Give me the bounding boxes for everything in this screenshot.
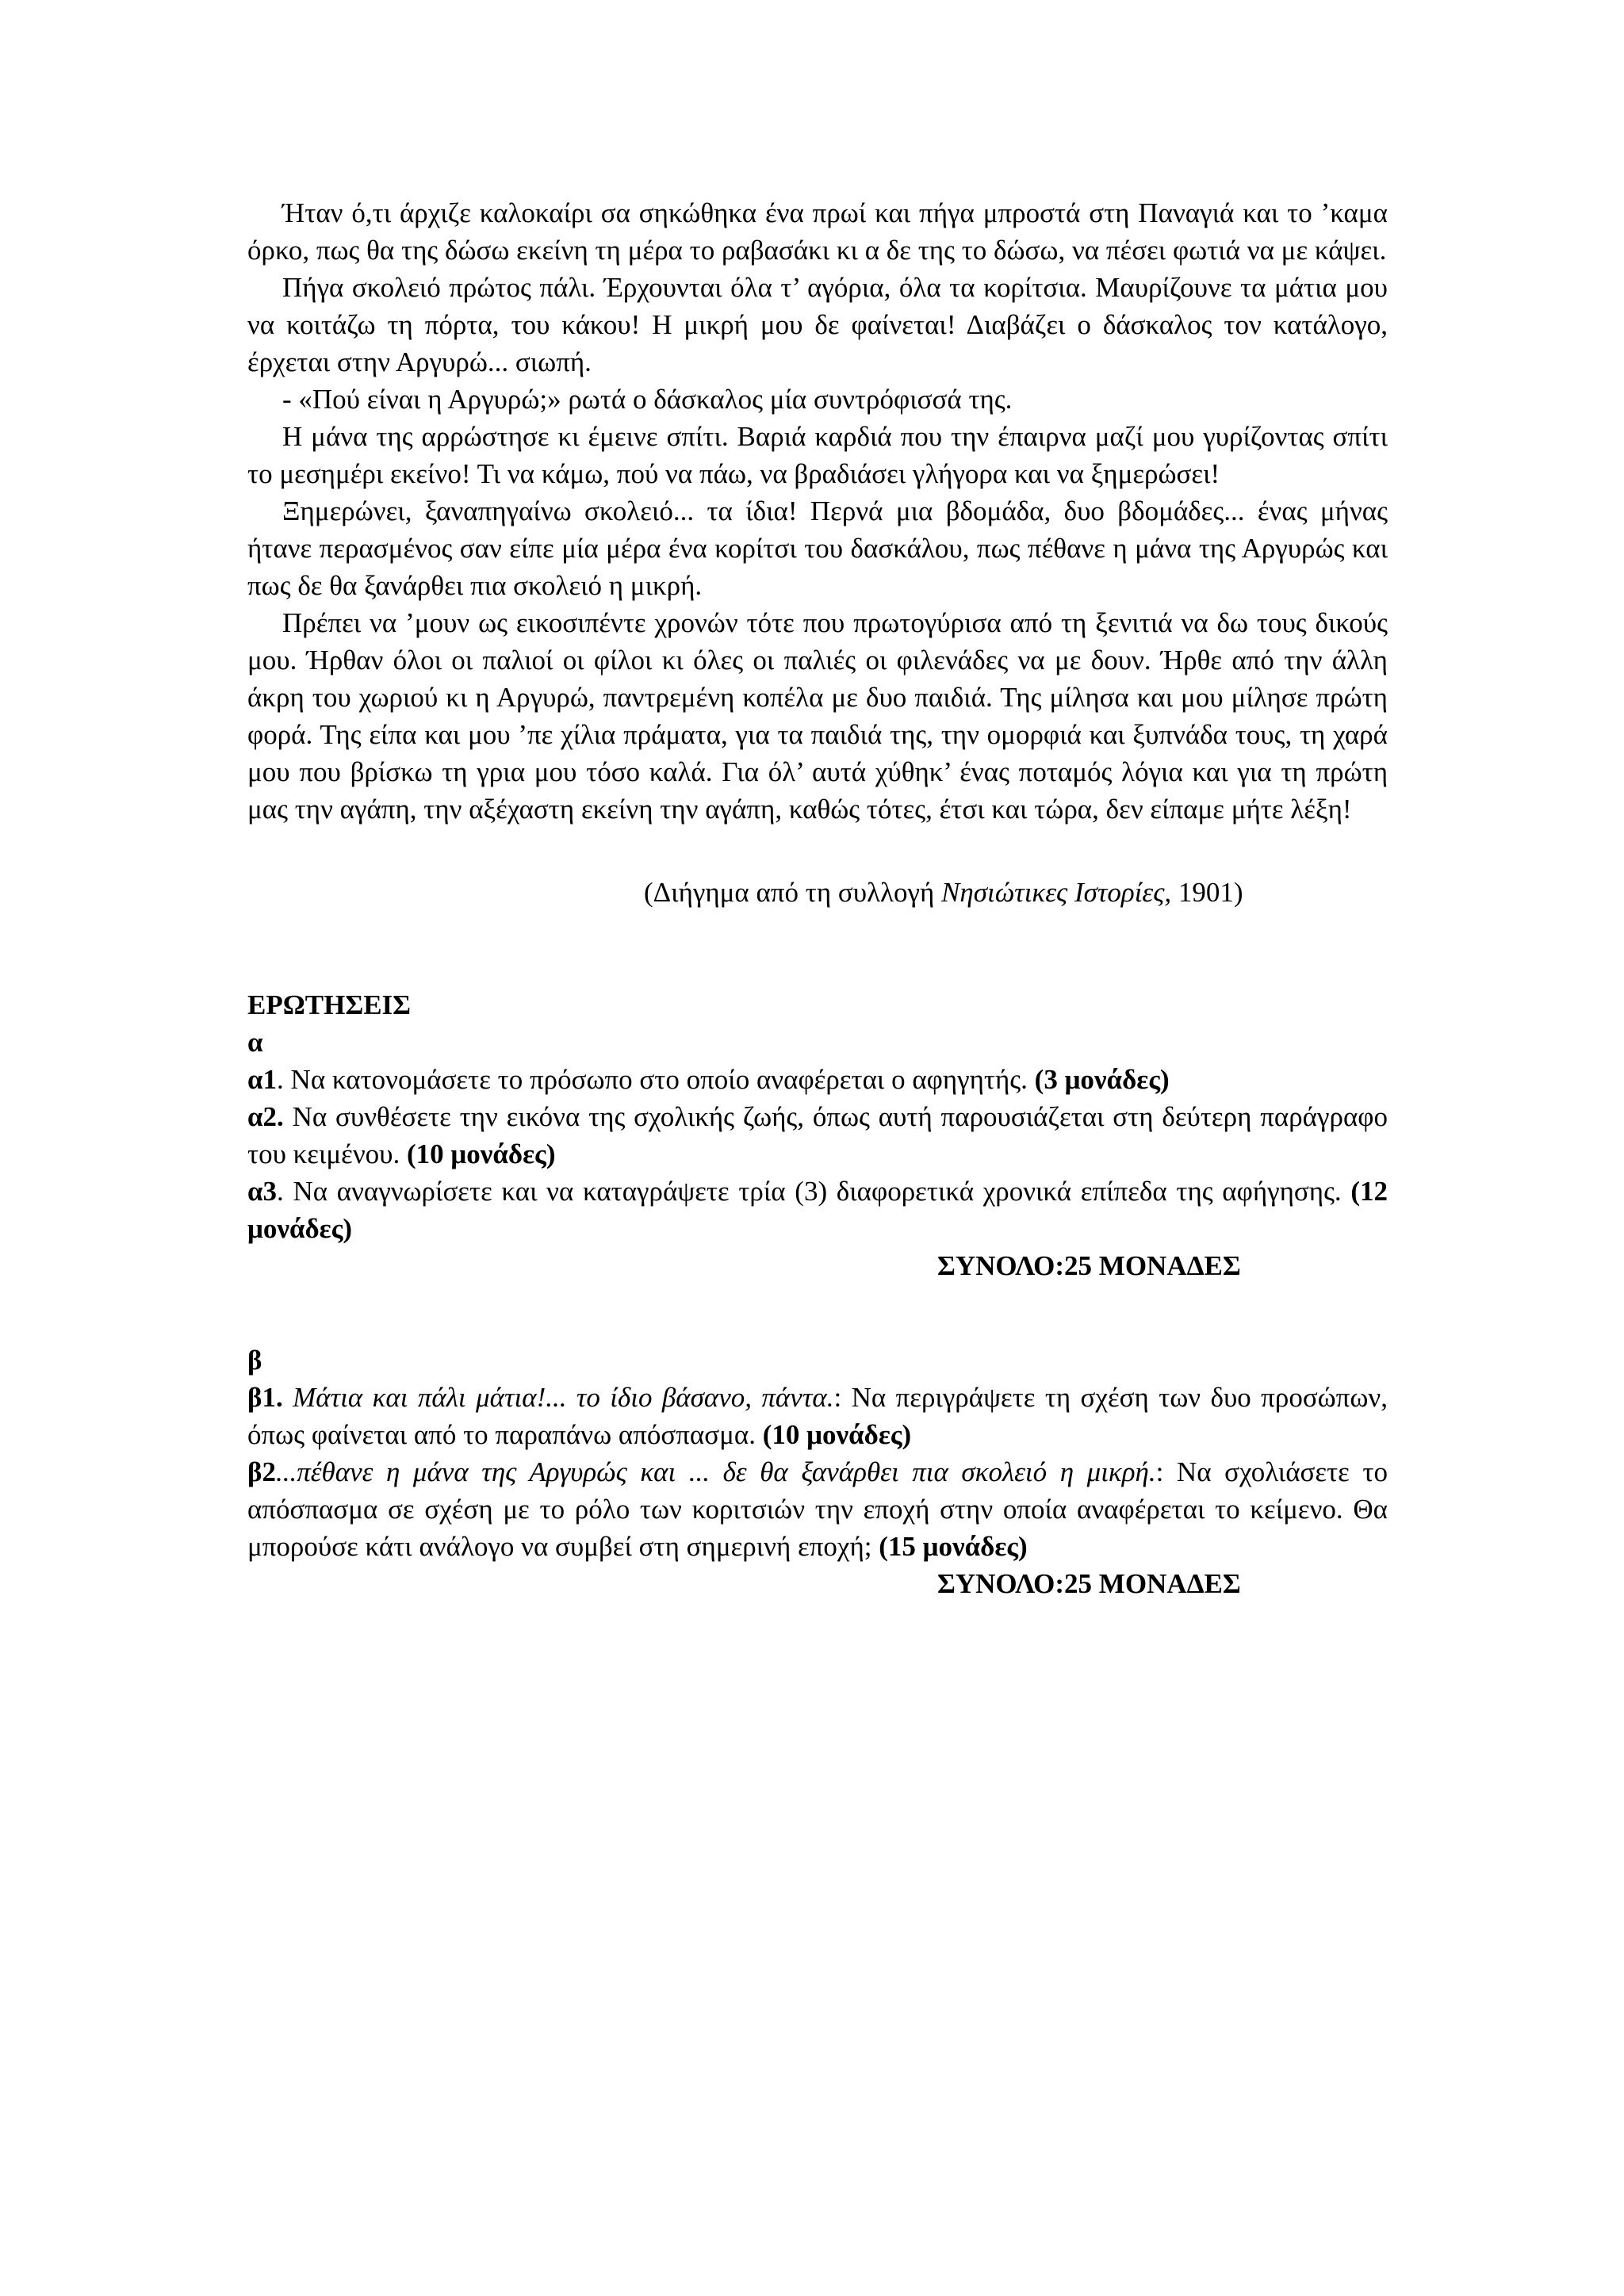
question-points: (10 μονάδες) xyxy=(407,1138,556,1169)
question-points: (15 μονάδες) xyxy=(879,1531,1028,1562)
part-a-letter: α xyxy=(247,1027,263,1058)
story-paragraph: - «Πού είναι η Αργυρώ;» ρωτά ο δάσκαλος μία συντρόφισσά της. xyxy=(282,384,1013,415)
question-text: Να συνθέσετε την εικόνα της σχολικής ζωής, όπως αυτή παρουσιάζεται στη δεύτερη παράγραφο του κειμένου. xyxy=(247,1101,1388,1169)
story-paragraph: Πήγα σκολειό πρώτος πάλι. Έρχουνται όλα τ’ αγόρια, όλα τα κορίτσια. Μαυρίζουνε τα μάτια μου να κοιτάζω τη πόρτα, του κάκου! Η μικρή μου δε φαίνεται! Διαβάζει ο δάσκαλος τον κατάλογο, έρχεται στην Αργυρώ... σιωπή. xyxy=(247,272,1388,377)
question-points: (12 μονάδες) xyxy=(247,1176,1388,1244)
question-label: α3 xyxy=(247,1176,278,1207)
story-text xyxy=(247,194,1388,828)
source-prefix: (Διήγημα από τη συλλογή xyxy=(644,877,942,908)
source-suffix: 1901) xyxy=(1171,877,1243,908)
question-text: : Να περιγράψετε τη σχέση των δυο προσώπων, όπως φαίνεται από το παραπάνω απόσπασμα. xyxy=(247,1382,1388,1450)
question-a3 xyxy=(247,1173,1388,1247)
question-points: (10 μονάδες) xyxy=(762,1419,912,1450)
question-quote: ...πέθανε η μάνα της Αργυρώς και ... δε θα ξανάρθει πια σκολειό η μικρή. xyxy=(275,1456,1156,1487)
question-label: α1 xyxy=(247,1064,278,1095)
source-citation xyxy=(247,874,1388,911)
question-a2 xyxy=(247,1098,1388,1173)
question-text: : Να σχολιάσετε το απόσπασμα σε σχέση με το ρόλο των κοριτσιών την εποχή στην οποία αναφέρεται το κείμενο. Θα μπορούσε κάτι ανάλογο να συμβεί στη σημερινή εποχή; xyxy=(247,1456,1388,1562)
question-label: α2. xyxy=(247,1101,284,1132)
story-paragraph: Ξημερώνει, ξαναπηγαίνω σκολειό... τα ίδια! Περνά μια βδομάδα, δυο βδομάδες... ένας μήνας ήτανε περασμένος σαν είπε μία μέρα ένα κορίτσι του δασκάλου, πως πέθανε η μάνα της Αργυρώς και πως δε θα ξανάρθει πια σκολειό η μικρή. xyxy=(247,496,1388,601)
question-points: (3 μονάδες) xyxy=(1034,1064,1170,1095)
question-b2 xyxy=(247,1453,1388,1565)
question-text: . Να αναγνωρίσετε και να καταγράψετε τρία (3) διαφορετικά χρονικά επίπεδα της αφήγησης. xyxy=(277,1176,1351,1207)
question-text: . Να κατονομάσετε το πρόσωπο στο οποίο αναφέρεται ο αφηγητής. xyxy=(277,1064,1035,1095)
part-b-total: ΣΥΝΟΛΟ:25 ΜΟΝΑΔΕΣ xyxy=(937,1568,1241,1599)
part-b-letter: β xyxy=(247,1345,262,1376)
story-paragraph: Ήταν ό,τι άρχιζε καλοκαίρι σα σηκώθηκα ένα πρωί και πήγα μπροστά στη Παναγιά και το ’καμα όρκο, πως θα της δώσω εκείνη τη μέρα το ραβασάκι κι α δε της το δώσω, να πέσει φωτιά να με κάψει. xyxy=(247,197,1388,266)
question-label: β1. xyxy=(247,1382,283,1413)
question-quote: Μάτια και πάλι μάτια!... το ίδιο βάσανο, πάντα. xyxy=(282,1382,834,1413)
questions-heading: ΕΡΩΤΗΣΕΙΣ xyxy=(247,989,412,1020)
story-paragraph: Πρέπει να ’μουν ως εικοσιπέντε χρονών τότε που πρωτογύρισα από τη ξενιτιά να δω τους δικούς μου. Ήρθαν όλοι οι παλιοί οι φίλοι κι όλες οι παλιές οι φιλενάδες να με δουν. Ήρθε από την άλλη άκρη του χωριού κι η Αργυρώ, παντρεμένη κοπέλα με δυο παιδιά. Της μίλησα και μου μίλησε πρώτη φορά. Της είπα και μου ’πε χίλια πράματα, για τα παιδιά της, την ομορφιά και ξυπνάδα τους, τη χαρά μου που βρίσκω τη γρια μου τόσο καλά. Για όλ’ αυτά χύθηκ’ ένας ποταμός λόγια και για τη πρώτη μας την αγάπη, την αξέχαστη εκείνη την αγάπη, καθώς τότες, έτσι και τώρα, δεν είπαμε μήτε λέξη! xyxy=(247,607,1388,825)
source-collection-title: Νησιώτικες Ιστορίες, xyxy=(941,877,1172,908)
question-label: β2 xyxy=(247,1456,276,1487)
question-a1 xyxy=(247,1061,1388,1098)
question-b1 xyxy=(247,1379,1388,1453)
story-paragraph: Η μάνα της αρρώστησε κι έμεινε σπίτι. Βαριά καρδιά που την έπαιρνα μαζί μου γυρίζοντας σπίτι το μεσημέρι εκείνο! Τι να κάμω, πού να πάω, να βραδιάσει γλήγορα και να ξημερώσει! xyxy=(247,421,1388,489)
part-a-total: ΣΥΝΟΛΟ:25 ΜΟΝΑΔΕΣ xyxy=(937,1250,1241,1281)
